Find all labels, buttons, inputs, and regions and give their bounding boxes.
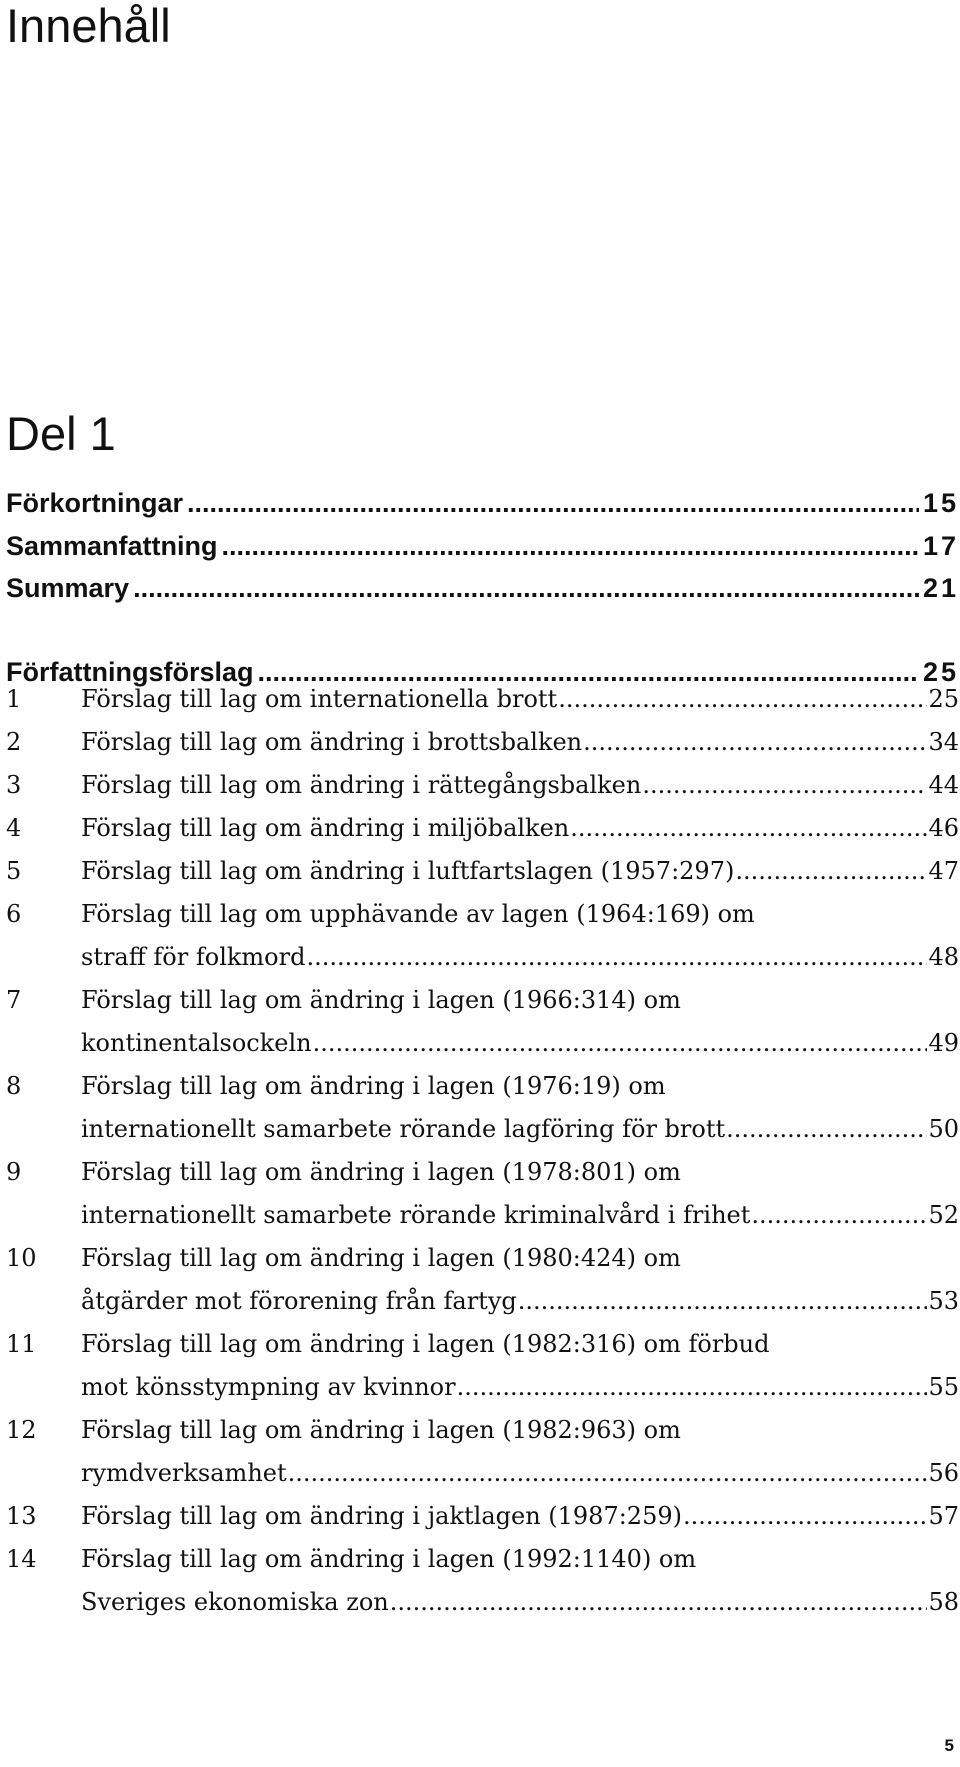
toc-entry-label: Förkortningar <box>6 488 184 518</box>
toc-entry-label: Författningsförslag <box>6 656 254 687</box>
toc-item-title: internationellt samarbete rörande lagföring för brott <box>81 1115 726 1143</box>
toc-item-page: 46 <box>928 814 959 842</box>
dot-leader <box>518 1280 928 1323</box>
dot-leader <box>735 850 927 893</box>
toc-item-title: kontinentalsockeln <box>81 1029 312 1057</box>
toc-item-body <box>81 807 959 850</box>
toc-item-body <box>81 1065 959 1151</box>
toc-item-title-line: Förslag till lag om upphävande av lagen (1964:169) om <box>81 900 755 928</box>
toc-item-title: Förslag till lag om ändring i miljöbalken <box>81 814 570 842</box>
toc-item-last-line <box>81 678 959 721</box>
toc-item-title-line: Förslag till lag om ändring i lagen (1982:316) om förbud <box>81 1330 770 1358</box>
toc-entry-forkortningar[interactable] <box>6 488 959 531</box>
toc-item[interactable] <box>6 1151 959 1237</box>
dot-leader <box>683 1495 927 1538</box>
toc-item[interactable] <box>6 1495 959 1538</box>
toc-item-last-line <box>81 1280 959 1323</box>
toc-item-number: 2 <box>6 728 22 756</box>
toc-item[interactable] <box>6 678 959 721</box>
toc-item-body <box>81 1409 959 1495</box>
toc-item-body <box>81 1495 959 1538</box>
toc-item[interactable] <box>6 1237 959 1323</box>
toc-item-title: Förslag till lag om internationella brott <box>81 685 558 713</box>
toc-entry-sammanfattning[interactable] <box>6 531 959 574</box>
toc-item-body <box>81 721 959 764</box>
toc-item-body <box>81 764 959 807</box>
toc-item-number: 4 <box>6 814 22 842</box>
toc-item-body <box>81 1323 959 1409</box>
dot-leader <box>313 1022 928 1065</box>
toc-item-page: 58 <box>928 1588 959 1616</box>
toc-item-title: Förslag till lag om ändring i rättegångsbalken <box>81 771 642 799</box>
toc-item-number: 14 <box>6 1545 37 1573</box>
toc-item[interactable] <box>6 807 959 850</box>
toc-item-last-line <box>81 764 959 807</box>
dot-leader <box>751 1194 927 1237</box>
toc-item[interactable] <box>6 1323 959 1409</box>
toc-item-page: 55 <box>928 1373 959 1401</box>
toc-entry-page: 21 <box>922 573 959 603</box>
toc-item-body <box>81 979 959 1065</box>
spacer <box>6 616 959 657</box>
toc-item-last-line <box>81 1495 959 1538</box>
toc-item-title: Förslag till lag om ändring i jaktlagen (1987:259) <box>81 1502 682 1530</box>
dot-leader <box>187 488 919 519</box>
toc-item-page: 57 <box>928 1502 959 1530</box>
dot-leader <box>726 1108 927 1151</box>
toc-item[interactable] <box>6 721 959 764</box>
toc-item-body <box>81 1538 959 1624</box>
dot-leader <box>583 721 927 764</box>
toc-item-number: 5 <box>6 857 22 885</box>
toc-item-last-line <box>81 807 959 850</box>
page-title: Innehåll <box>6 0 171 52</box>
toc-item-page: 48 <box>928 943 959 971</box>
toc-item-title-line: Förslag till lag om ändring i lagen (1992:1140) om <box>81 1545 697 1573</box>
toc-item-number: 9 <box>6 1158 22 1186</box>
dot-leader <box>288 1452 928 1495</box>
toc-item-title-line: Förslag till lag om ändring i lagen (1966:314) om <box>81 986 681 1014</box>
toc-item-page: 53 <box>928 1287 959 1315</box>
toc-item-number: 13 <box>6 1502 37 1530</box>
toc-item[interactable] <box>6 764 959 807</box>
toc-item-last-line <box>81 1452 959 1495</box>
toc-item-title: Sveriges ekonomiska zon <box>81 1588 389 1616</box>
toc-item-title-line: Förslag till lag om ändring i lagen (1982:963) om <box>81 1416 681 1444</box>
toc-item-number: 11 <box>6 1330 37 1358</box>
toc-item-body <box>81 850 959 893</box>
toc-entry-page: 17 <box>922 530 959 561</box>
toc-item-last-line <box>81 1194 959 1237</box>
toc-bold-section <box>6 488 959 699</box>
toc-item-number: 6 <box>6 900 22 928</box>
toc-item-number: 10 <box>6 1244 37 1272</box>
toc-item-number: 12 <box>6 1416 37 1444</box>
toc-item-last-line <box>81 721 959 764</box>
toc-item[interactable] <box>6 850 959 893</box>
toc-item[interactable] <box>6 979 959 1065</box>
toc-item-body <box>81 1237 959 1323</box>
toc-item-body <box>81 1151 959 1237</box>
toc-item-title: mot könsstympning av kvinnor <box>81 1373 456 1401</box>
page-number: 5 <box>944 1736 954 1755</box>
toc-entry-page: 15 <box>922 488 959 518</box>
toc-entry-label: Sammanfattning <box>6 530 218 561</box>
toc-item-number: 8 <box>6 1072 22 1100</box>
toc-item-last-line <box>81 936 959 979</box>
toc-item-title: straff för folkmord <box>81 943 306 971</box>
toc-item-page: 50 <box>928 1115 959 1143</box>
toc-item-title-line: Förslag till lag om ändring i lagen (1978:801) om <box>81 1158 681 1186</box>
toc-item-last-line <box>81 850 959 893</box>
toc-item-last-line <box>81 1581 959 1624</box>
dot-leader <box>306 936 927 979</box>
toc-item-title-line: Förslag till lag om ändring i lagen (1980:424) om <box>81 1244 681 1272</box>
toc-item-page: 44 <box>928 771 959 799</box>
dot-leader <box>457 1366 928 1409</box>
dot-leader <box>558 678 927 721</box>
toc-item-last-line <box>81 1108 959 1151</box>
dot-leader <box>390 1581 928 1624</box>
toc-item-number: 7 <box>6 986 22 1014</box>
toc-item[interactable] <box>6 1409 959 1495</box>
dot-leader <box>222 531 919 562</box>
toc-item-page: 47 <box>928 857 959 885</box>
toc-item-title: åtgärder mot förorening från fartyg <box>81 1287 517 1315</box>
toc-item-title: rymdverksamhet <box>81 1459 287 1487</box>
toc-item-page: 56 <box>928 1459 959 1487</box>
toc-item-page: 34 <box>928 728 959 756</box>
toc-entry-page: 25 <box>922 656 959 687</box>
toc-item[interactable] <box>6 1065 959 1151</box>
toc-item-page: 25 <box>928 685 959 713</box>
dot-leader <box>133 573 919 604</box>
toc-item[interactable] <box>6 1538 959 1624</box>
toc-item-body <box>81 893 959 979</box>
toc-item-last-line <box>81 1366 959 1409</box>
dot-leader <box>570 807 927 850</box>
toc-proposal-list <box>6 678 959 1624</box>
toc-item-page: 49 <box>928 1029 959 1057</box>
toc-item[interactable] <box>6 893 959 979</box>
toc-item-page: 52 <box>928 1201 959 1229</box>
toc-item-number: 3 <box>6 771 22 799</box>
toc-item-last-line <box>81 1022 959 1065</box>
toc-item-title: internationellt samarbete rörande kriminalvård i frihet <box>81 1201 751 1229</box>
toc-entry-label: Summary <box>6 573 130 603</box>
toc-item-body <box>81 678 959 721</box>
toc-item-title-line: Förslag till lag om ändring i lagen (1976:19) om <box>81 1072 666 1100</box>
toc-entry-summary[interactable] <box>6 573 959 616</box>
toc-item-title: Förslag till lag om ändring i brottsbalken <box>81 728 583 756</box>
dot-leader <box>642 764 927 807</box>
part-title: Del 1 <box>6 407 116 460</box>
toc-item-title: Förslag till lag om ändring i luftfartslagen (1957:297) <box>81 857 735 885</box>
toc-item-number: 1 <box>6 685 22 713</box>
